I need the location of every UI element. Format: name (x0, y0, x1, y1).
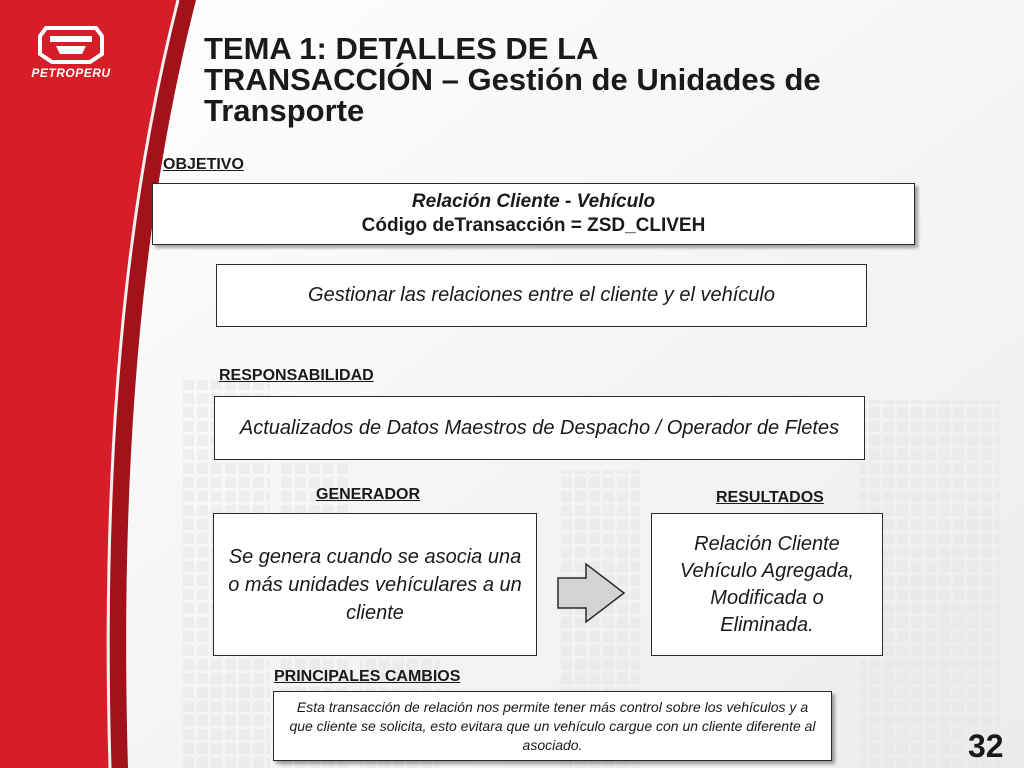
resultados-text: Relación Cliente Vehículo Agregada, Modificada o Eliminada. (679, 532, 855, 636)
objetivo-description: Gestionar las relaciones entre el cliente y el vehículo (308, 284, 775, 306)
title-line-1: TEMA 1: DETALLES DE LA (204, 31, 599, 66)
page-title (204, 33, 964, 126)
title-line-2: TRANSACCIÓN – Gestión de Unidades de (204, 62, 821, 97)
principales-cambios-label: PRINCIPALES CAMBIOS (274, 668, 461, 685)
transaction-code: Código deTransacción = ZSD_CLIVEH (361, 215, 706, 236)
objetivo-description-box (216, 264, 867, 327)
principales-cambios-box (273, 691, 832, 761)
title-line-3: Transporte (204, 93, 365, 128)
responsabilidad-box (214, 396, 865, 460)
page-number: 32 (968, 728, 1004, 764)
generador-label: GENERADOR (316, 486, 421, 503)
logo-brand-text: PETROPERU (31, 66, 111, 80)
resultados-label: RESULTADOS (716, 489, 824, 506)
petroperu-logo (16, 22, 126, 92)
resultados-box (651, 513, 883, 656)
objetivo-label: OBJETIVO (163, 156, 244, 173)
objetivo-box (152, 183, 915, 245)
responsabilidad-text: Actualizados de Datos Maestros de Despacho / Operador de Fletes (239, 416, 840, 439)
generador-text: Se genera cuando se asocia una o más unidades vehículares a un cliente (228, 545, 522, 624)
generador-box (213, 513, 537, 656)
transaction-name: Relación Cliente - Vehículo (411, 191, 656, 212)
responsabilidad-label: RESPONSABILIDAD (219, 367, 374, 384)
principales-cambios-text: Esta transacción de relación nos permite tener más control sobre los vehículos y a que cliente se solicita, esto evitara que un vehículo cargue con un cliente diferente al asociado. (289, 698, 816, 753)
logo-emblem-icon (16, 22, 126, 66)
arrow-right-icon (556, 562, 628, 624)
